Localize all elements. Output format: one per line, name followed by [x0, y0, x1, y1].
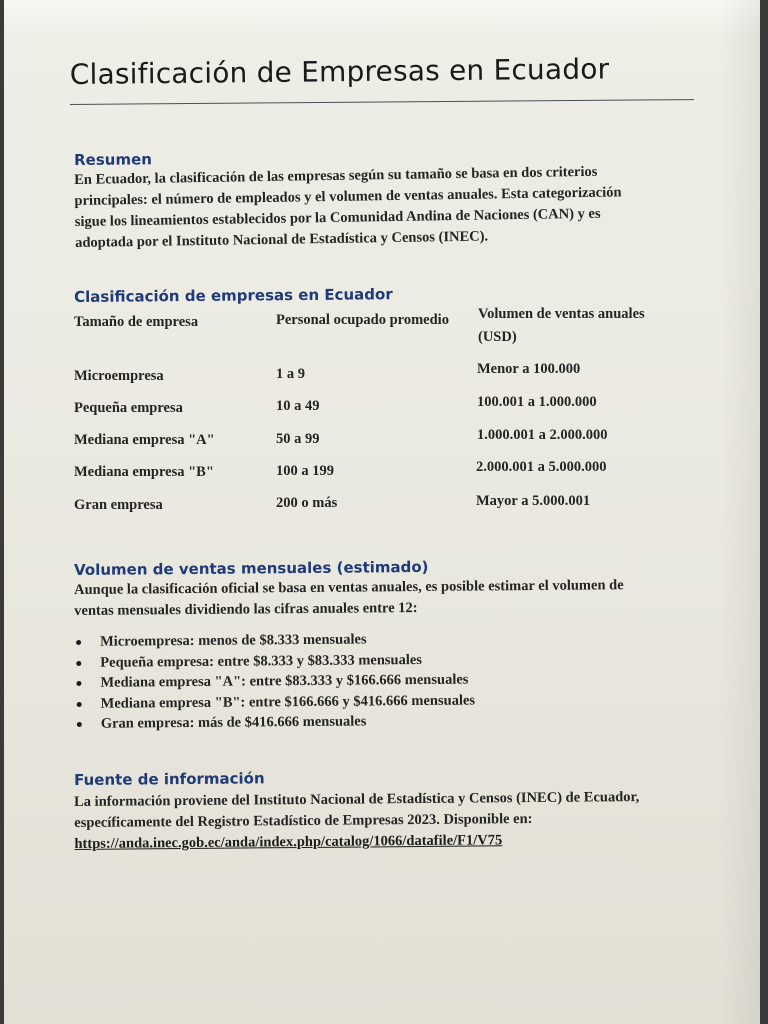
title-underline [70, 99, 694, 105]
fuente-paragraph [74, 787, 640, 855]
table-cell-size: Pequeña empresa [74, 400, 183, 416]
mensuales-line: Aunque la clasificación oficial se basa en ventas anuales, es posible estimar el volumen de [74, 577, 624, 598]
resumen-heading: Resumen [74, 150, 152, 169]
column-header-sales-unit: (USD) [478, 329, 517, 345]
resumen-line: adoptada por el Instituto Nacional de Estadística y Censos (INEC). [75, 228, 489, 251]
table-cell-sales: 2.000.001 a 5.000.000 [476, 459, 607, 475]
mensuales-paragraph [74, 575, 624, 622]
column-header-size: Tamaño de empresa [74, 314, 199, 330]
list-item-text: Pequeña empresa: entre $8.333 y $83.333 mensuales [100, 651, 422, 671]
table-cell-size: Gran empresa [74, 497, 163, 513]
table-cell-sales: Menor a 100.000 [477, 361, 581, 377]
list-item-text: Gran empresa: más de $416.666 mensuales [100, 713, 367, 732]
resumen-line: sigue los lineamientos establecidos por la Comunidad Andina de Naciones (CAN) y es [74, 205, 601, 230]
source-link-line [74, 829, 639, 855]
list-item-text: Microempresa: menos de $8.333 mensuales [100, 631, 367, 650]
fuente-heading: Fuente de información [74, 769, 265, 789]
table-cell-size: Microempresa [74, 368, 164, 384]
column-header-staff: Personal ocupado promedio [276, 312, 449, 328]
list-item-text: Mediana empresa "A": entre $83.333 y $166.666 mensuales [100, 671, 469, 691]
clasificacion-heading: Clasificación de empresas en Ecuador [74, 285, 393, 306]
table-cell-staff: 100 a 199 [276, 463, 334, 479]
resumen-paragraph [74, 161, 622, 254]
bullet-icon [77, 722, 82, 727]
bullet-icon [76, 640, 81, 645]
table-cell-staff: 10 a 49 [276, 398, 320, 414]
table-cell-size: Mediana empresa "A" [74, 432, 215, 448]
list-item [75, 711, 476, 735]
table-cell-sales: 1.000.001 a 2.000.000 [477, 427, 608, 443]
table-cell-sales: Mayor a 5.000.001 [476, 493, 591, 509]
monthly-sales-list [74, 629, 475, 735]
table-cell-staff: 1 a 9 [276, 366, 305, 382]
resumen-line: principales: el número de empleados y el volumen de ventas anuales. Esta categorización [74, 184, 622, 209]
table-cell-staff: 50 a 99 [276, 431, 320, 447]
mensuales-line: ventas mensuales dividiendo las cifras anuales entre 12: [74, 600, 418, 619]
bullet-icon [76, 660, 81, 665]
fuente-line: específicamente del Registro Estadístico de Empresas 2023. Disponible en: [74, 811, 533, 831]
resumen-line: En Ecuador, la clasificación de las empresas según su tamaño se basa en dos criterios [74, 163, 598, 188]
mensuales-heading: Volumen de ventas mensuales (estimado) [74, 557, 429, 579]
list-item-text: Mediana empresa "B": entre $166.666 y $416.666 mensuales [100, 692, 476, 712]
source-link[interactable]: https://anda.inec.gob.ec/anda/index.php/catalog/1066/datafile/F1/V75 [74, 832, 503, 852]
table-cell-sales: 100.001 a 1.000.000 [477, 394, 597, 410]
bullet-icon [76, 681, 81, 686]
column-header-sales: Volumen de ventas anuales [478, 306, 645, 322]
table-cell-size: Mediana empresa "B" [74, 464, 214, 480]
page-title: Clasificación de Empresas en Ecuador [69, 52, 610, 91]
document-page [4, 0, 760, 1024]
fuente-line: La información proviene del Instituto Nacional de Estadística y Censos (INEC) de Ecuador, [74, 789, 640, 810]
bullet-icon [77, 701, 82, 706]
table-cell-staff: 200 o más [276, 495, 338, 511]
